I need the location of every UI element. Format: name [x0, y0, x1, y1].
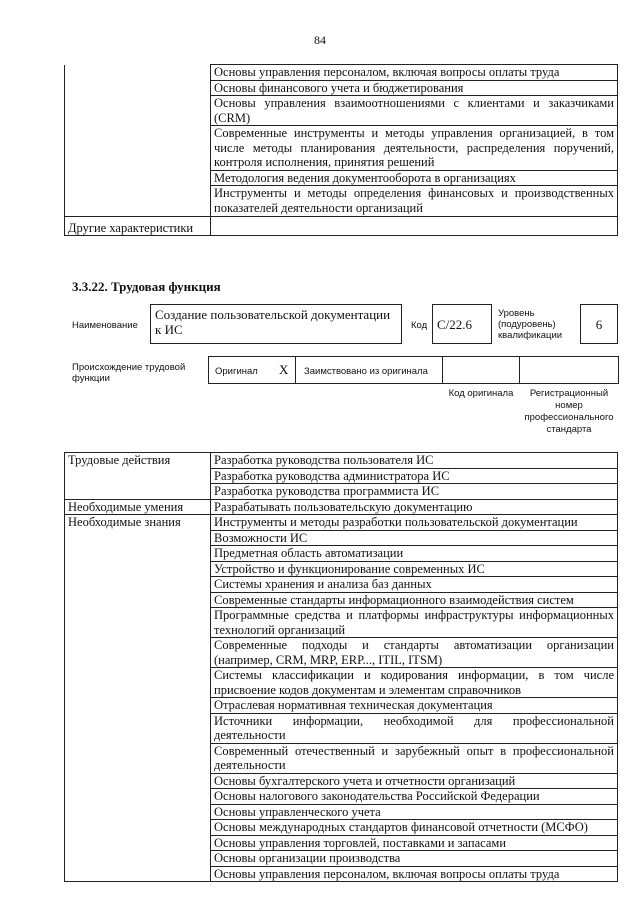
knowledge-item: Предметная область автоматизации: [211, 546, 618, 562]
original-code-caption: Код оригинала: [448, 388, 514, 399]
name-label: Наименование: [72, 320, 138, 331]
borrowed-box: [295, 356, 443, 384]
top-table-row: Основы управления взаимоотношениями с клиентами и заказчиками (CRM): [211, 96, 618, 126]
reg-number-box: [519, 356, 619, 384]
knowledge-item: Основы управления персоналом, включая вопросы оплаты труда: [211, 866, 618, 882]
origin-label: Происхождение трудовой функции: [72, 362, 186, 384]
borrowed-label: Заимствовано из оригинала: [304, 366, 428, 377]
knowledge-item: Основы управленческого учета: [211, 804, 618, 820]
knowledge-item: Основы бухгалтерского учета и отчетности организаций: [211, 773, 618, 789]
knowledge-item: Системы хранения и анализа баз данных: [211, 577, 618, 593]
top-table: [64, 64, 618, 236]
level-label: Уровень (подуровень) квалификации: [498, 308, 563, 341]
other-characteristics-value: [211, 217, 618, 236]
top-table-label-cell: [65, 65, 211, 217]
top-table-row: Основы финансового учета и бюджетирования: [211, 80, 618, 96]
original-mark: X: [279, 362, 289, 377]
original-code-box: [442, 356, 520, 384]
knowledge-item: Системы классификации и кодирования информации, в том числе присвоение кодов документам и элементам справочников: [211, 668, 618, 698]
knowledge-item: Источники информации, необходимой для профессиональной деятельности: [211, 713, 618, 743]
knowledge-item: Основы налогового законодательства Российской Федерации: [211, 789, 618, 805]
section-title: 3.3.22. Трудовая функция: [72, 279, 221, 294]
knowledge-item: Основы управления торговлей, поставками и запасами: [211, 835, 618, 851]
knowledge-item: Отраслевая нормативная техническая документация: [211, 698, 618, 714]
knowledge-item: Основы организации производства: [211, 851, 618, 867]
name-value: Создание пользовательской документации к ИС: [150, 304, 402, 344]
top-table-row: Методология ведения документооборота в организациях: [211, 170, 618, 186]
page-number: 84: [314, 33, 326, 47]
main-table: [64, 452, 618, 882]
knowledge-label: Необходимые знания: [65, 515, 211, 882]
code-label: Код: [411, 320, 428, 331]
top-table-row: Инструменты и методы определения финансовых и производственных показателей деятельности организаций: [211, 186, 618, 217]
knowledge-item: Программные средства и платформы инфраструктуры информационных технологий организаций: [211, 608, 618, 638]
action-item: Разработка руководства пользователя ИС: [211, 453, 618, 469]
knowledge-item: Современные стандарты информационного взаимодействия систем: [211, 592, 618, 608]
action-item: Разработка руководства программиста ИС: [211, 484, 618, 500]
actions-label: Трудовые действия: [65, 453, 211, 500]
knowledge-item: Устройство и функционирование современных ИС: [211, 561, 618, 577]
knowledge-item: Возможности ИС: [211, 530, 618, 546]
original-label: Оригинал: [215, 366, 258, 377]
level-value: 6: [580, 304, 618, 344]
reg-number-caption: Регистрационный номер профессионального стандарта: [524, 388, 614, 435]
top-table-row: Основы управления персоналом, включая вопросы оплаты труда: [211, 65, 618, 81]
original-box: [208, 356, 296, 384]
other-characteristics-label: Другие характеристики: [65, 217, 211, 236]
skills-label: Необходимые умения: [65, 499, 211, 515]
knowledge-item: Инструменты и методы разработки пользовательской документации: [211, 515, 618, 531]
knowledge-item: Современный отечественный и зарубежный опыт в профессиональной деятельности: [211, 743, 618, 773]
code-value: С/22.6: [432, 304, 492, 344]
knowledge-item: Основы международных стандартов финансовой отчетности (МСФО): [211, 820, 618, 836]
skill-item: Разрабатывать пользовательскую документацию: [211, 499, 618, 515]
knowledge-item: Современные подходы и стандарты автоматизации организации (например, CRM, MRP, ERP..., ITIL, ITSM): [211, 638, 618, 668]
action-item: Разработка руководства администратора ИС: [211, 468, 618, 484]
top-table-row: Современные инструменты и методы управления организацией, в том числе методы планирования деятельности, распределения поручений, контроля исполнения, принятия решений: [211, 126, 618, 171]
